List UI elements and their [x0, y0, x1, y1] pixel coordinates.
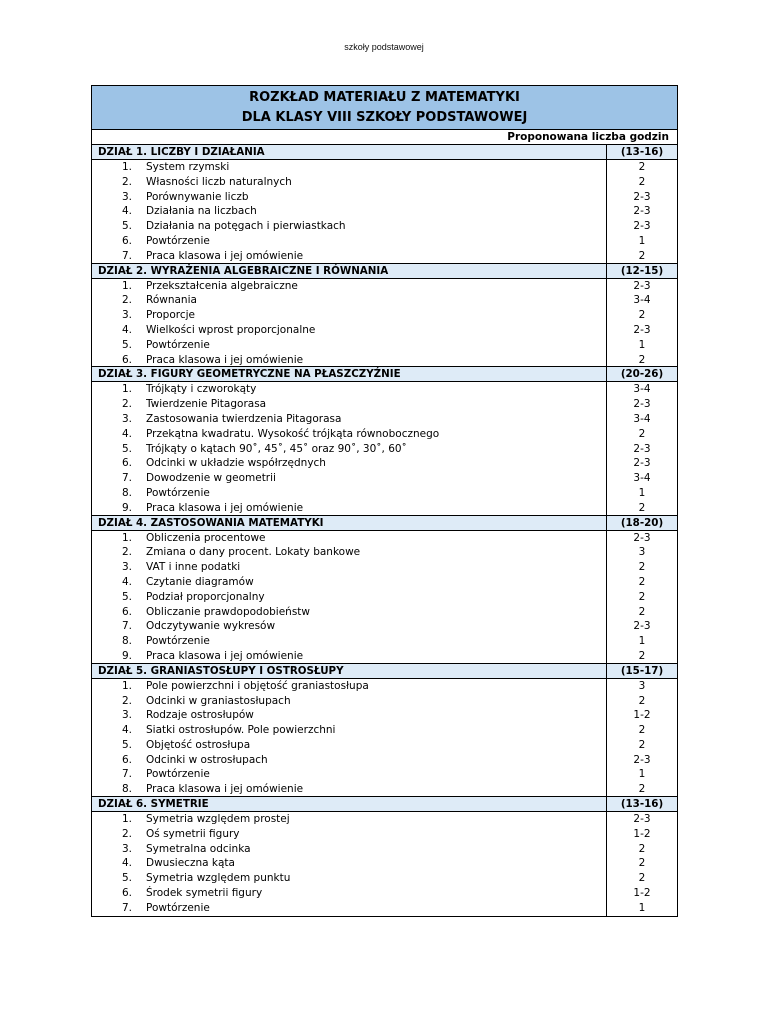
section-header-row	[92, 797, 677, 812]
item-topic: Rodzaje ostrosłupów	[146, 709, 254, 722]
item-hours: 2	[606, 871, 677, 886]
table-row	[92, 323, 677, 338]
item-hours: 3-4	[606, 293, 677, 308]
item-topic: Podział proporcjonalny	[146, 590, 265, 603]
section	[92, 367, 677, 515]
item-number: 4.	[121, 427, 132, 440]
item-topic: Środek symetrii figury	[146, 887, 263, 900]
item-number: 5.	[121, 738, 132, 751]
section-hours: (12-15)	[606, 264, 677, 278]
item-hours: 2-3	[606, 812, 677, 827]
table-row	[92, 308, 677, 323]
table-title	[92, 86, 677, 130]
table-row	[92, 204, 677, 219]
item-hours: 3	[606, 545, 677, 560]
item-number: 8.	[121, 486, 132, 499]
item-topic: Przekątna kwadratu. Wysokość trójkąta równobocznego	[146, 427, 440, 440]
item-topic: Działania na potęgach i pierwiastkach	[146, 220, 346, 233]
item-hours: 1-2	[606, 827, 677, 842]
table-row	[92, 501, 677, 516]
title-line-2: DLA KLASY VIII SZKOŁY PODSTAWOWEJ	[241, 109, 528, 125]
table-row	[92, 397, 677, 412]
item-number: 1.	[121, 279, 132, 292]
table-row	[92, 427, 677, 442]
section-header-row	[92, 516, 677, 531]
item-number: 2.	[121, 694, 132, 707]
table-row	[92, 412, 677, 427]
item-topic: Zmiana o dany procent. Lokaty bankowe	[146, 546, 361, 559]
table-row	[92, 456, 677, 471]
item-number: 1.	[121, 383, 132, 396]
item-number: 7.	[121, 901, 132, 914]
section-header-row	[92, 145, 677, 160]
item-topic: Twierdzenie Pitagorasa	[146, 398, 267, 411]
section-title: DZIAŁ 6. SYMETRIE	[98, 798, 209, 811]
section-title: DZIAŁ 3. FIGURY GEOMETRYCZNE NA PŁASZCZYŹNIE	[98, 368, 401, 381]
item-topic: Odcinki w graniastosłupach	[146, 694, 291, 707]
item-hours: 1	[606, 767, 677, 782]
item-hours: 2-3	[606, 219, 677, 234]
item-number: 2.	[121, 175, 132, 188]
table-row	[92, 767, 677, 782]
item-number: 5.	[121, 872, 132, 885]
item-hours: 2-3	[606, 456, 677, 471]
item-topic: Odczytywanie wykresów	[146, 620, 276, 633]
item-topic: Dwusieczna kąta	[146, 857, 235, 870]
item-topic: Praca klasowa i jej omówienie	[146, 249, 304, 262]
item-number: 6.	[121, 605, 132, 618]
item-hours: 2-3	[606, 619, 677, 634]
item-topic: Porównywanie liczb	[146, 190, 249, 203]
item-topic: Powtórzenie	[146, 234, 210, 247]
item-hours: 3-4	[606, 382, 677, 397]
item-topic: Zastosowania twierdzenia Pitagorasa	[146, 412, 342, 425]
item-topic: Siatki ostrosłupów. Pole powierzchni	[146, 724, 336, 737]
item-topic: Proporcje	[146, 309, 195, 322]
item-number: 6.	[121, 753, 132, 766]
table-row	[92, 545, 677, 560]
item-number: 1.	[121, 531, 132, 544]
section-title: DZIAŁ 4. ZASTOSOWANIA MATEMATYKI	[98, 516, 324, 529]
item-hours: 2	[606, 575, 677, 590]
item-hours: 2	[606, 605, 677, 620]
table-row	[92, 160, 677, 175]
table-row	[92, 338, 677, 353]
item-number: 4.	[121, 857, 132, 870]
item-number: 5.	[121, 338, 132, 351]
item-number: 2.	[121, 546, 132, 559]
item-hours: 2	[606, 590, 677, 605]
item-topic: System rzymski	[146, 161, 230, 173]
item-hours: 2	[606, 501, 677, 515]
item-topic: Powtórzenie	[146, 338, 210, 351]
item-number: 7.	[121, 249, 132, 262]
item-number: 7.	[121, 768, 132, 781]
item-hours: 2	[606, 649, 677, 663]
item-number: 2.	[121, 398, 132, 411]
table-row	[92, 901, 677, 916]
section-header-row	[92, 264, 677, 279]
item-topic: Powtórzenie	[146, 486, 210, 499]
item-number: 8.	[121, 635, 132, 648]
section	[92, 797, 677, 916]
table-row	[92, 782, 677, 797]
item-hours: 3-4	[606, 412, 677, 427]
table-row	[92, 605, 677, 620]
item-hours: 1	[606, 634, 677, 649]
item-number: 3.	[121, 561, 132, 574]
item-number: 7.	[121, 620, 132, 633]
item-hours: 2	[606, 560, 677, 575]
item-topic: Symetralna odcinka	[146, 842, 251, 855]
title-line-1: ROZKŁAD MATERIAŁU Z MATEMATYKI	[249, 89, 520, 105]
section-title: DZIAŁ 2. WYRAŻENIA ALGEBRAICZNE I RÓWNANIA	[98, 264, 389, 277]
item-hours: 1	[606, 338, 677, 353]
item-number: 1.	[121, 679, 132, 692]
item-hours: 2	[606, 723, 677, 738]
table-row	[92, 560, 677, 575]
item-topic: Powtórzenie	[146, 635, 210, 648]
item-topic: Przekształcenia algebraiczne	[146, 279, 298, 292]
table-row	[92, 842, 677, 857]
item-topic: Praca klasowa i jej omówienie	[146, 353, 304, 366]
section-hours: (13-16)	[606, 797, 677, 811]
item-number: 3.	[121, 842, 132, 855]
table-row	[92, 694, 677, 709]
item-topic: Oś symetrii figury	[146, 827, 240, 840]
table-row	[92, 738, 677, 753]
table-row	[92, 812, 677, 827]
item-number: 2.	[121, 827, 132, 840]
table-row	[92, 634, 677, 649]
item-hours: 2-3	[606, 397, 677, 412]
section	[92, 264, 677, 368]
item-hours: 1	[606, 901, 677, 916]
table-row	[92, 679, 677, 694]
sections-container	[92, 145, 677, 916]
item-topic: Objętość ostrosłupa	[146, 738, 251, 751]
item-hours: 2	[606, 782, 677, 796]
item-topic: Powtórzenie	[146, 901, 210, 914]
table-row	[92, 619, 677, 634]
section-hours: (15-17)	[606, 664, 677, 678]
section	[92, 145, 677, 264]
section-header-row	[92, 664, 677, 679]
table-row	[92, 886, 677, 901]
item-number: 8.	[121, 783, 132, 796]
item-hours: 2	[606, 856, 677, 871]
section-hours: (20-26)	[606, 367, 677, 381]
item-topic: Czytanie diagramów	[146, 575, 254, 588]
table-row	[92, 382, 677, 397]
item-topic: Odcinki w układzie współrzędnych	[146, 457, 326, 470]
item-hours: 2-3	[606, 442, 677, 457]
item-topic: Obliczenia procentowe	[146, 531, 266, 544]
item-topic: VAT i inne podatki	[146, 561, 241, 574]
section-hours: (13-16)	[606, 145, 677, 159]
item-hours: 3-4	[606, 471, 677, 486]
curriculum-table	[91, 85, 678, 917]
item-hours: 2	[606, 738, 677, 753]
item-number: 6.	[121, 234, 132, 247]
item-number: 4.	[121, 323, 132, 336]
item-topic: Dowodzenie w geometrii	[146, 472, 276, 485]
item-number: 7.	[121, 472, 132, 485]
item-number: 1.	[121, 813, 132, 826]
table-row	[92, 293, 677, 308]
item-number: 5.	[121, 590, 132, 603]
item-topic: Praca klasowa i jej omówienie	[146, 501, 304, 514]
item-number: 1.	[121, 161, 132, 173]
item-number: 6.	[121, 887, 132, 900]
table-row	[92, 175, 677, 190]
table-row	[92, 575, 677, 590]
section-header-row	[92, 367, 677, 382]
item-number: 3.	[121, 309, 132, 322]
item-hours: 2	[606, 175, 677, 190]
item-number: 4.	[121, 205, 132, 218]
section	[92, 664, 677, 797]
table-row	[92, 723, 677, 738]
item-number: 4.	[121, 724, 132, 737]
item-topic: Symetria względem prostej	[146, 813, 290, 826]
table-row	[92, 753, 677, 768]
table-row	[92, 486, 677, 501]
table-row	[92, 442, 677, 457]
item-topic: Odcinki w ostrosłupach	[146, 753, 268, 766]
table-row	[92, 353, 677, 368]
item-number: 5.	[121, 442, 132, 455]
item-number: 6.	[121, 457, 132, 470]
table-row	[92, 471, 677, 486]
item-number: 4.	[121, 575, 132, 588]
section-title: DZIAŁ 5. GRANIASTOSŁUPY I OSTROSŁUPY	[98, 664, 344, 677]
item-hours: 2-3	[606, 323, 677, 338]
table-row	[92, 190, 677, 205]
item-topic: Trójkąty o kątach 90˚, 45˚, 45˚ oraz 90˚, 30˚, 60˚	[146, 442, 407, 455]
item-hours: 2	[606, 694, 677, 709]
item-number: 2.	[121, 294, 132, 307]
item-hours: 2-3	[606, 190, 677, 205]
item-topic: Własności liczb naturalnych	[146, 175, 292, 188]
item-number: 3.	[121, 412, 132, 425]
item-number: 3.	[121, 709, 132, 722]
item-hours: 2	[606, 160, 677, 175]
item-hours: 2	[606, 249, 677, 263]
item-topic: Pole powierzchni i objętość graniastosłupa	[146, 679, 369, 692]
item-hours: 1	[606, 234, 677, 249]
item-topic: Trójkąty i czworokąty	[146, 383, 257, 396]
table-row	[92, 234, 677, 249]
item-hours: 2-3	[606, 279, 677, 294]
item-hours: 3	[606, 679, 677, 694]
item-number: 5.	[121, 220, 132, 233]
table-row	[92, 827, 677, 842]
item-hours: 2	[606, 353, 677, 367]
section-title: DZIAŁ 1. LICZBY I DZIAŁANIA	[98, 146, 265, 158]
item-hours: 2	[606, 308, 677, 323]
item-hours: 1-2	[606, 886, 677, 901]
item-number: 6.	[121, 353, 132, 366]
table-row	[92, 531, 677, 546]
table-row	[92, 856, 677, 871]
item-topic: Wielkości wprost proporcjonalne	[146, 323, 316, 336]
item-hours: 2	[606, 427, 677, 442]
table-row	[92, 219, 677, 234]
item-topic: Symetria względem punktu	[146, 872, 291, 885]
section-hours: (18-20)	[606, 516, 677, 530]
table-row	[92, 649, 677, 664]
item-topic: Powtórzenie	[146, 768, 210, 781]
item-hours: 1	[606, 486, 677, 501]
table-row	[92, 249, 677, 264]
table-row	[92, 708, 677, 723]
table-row	[92, 871, 677, 886]
item-topic: Obliczanie prawdopodobieństw	[146, 605, 310, 618]
item-number: 3.	[121, 190, 132, 203]
item-hours: 2	[606, 842, 677, 857]
item-topic: Równania	[146, 294, 197, 307]
item-number: 9.	[121, 649, 132, 662]
item-hours: 2-3	[606, 531, 677, 546]
item-hours: 2-3	[606, 204, 677, 219]
item-number: 9.	[121, 501, 132, 514]
item-hours: 2-3	[606, 753, 677, 768]
hours-column-header: Proponowana liczba godzin	[92, 130, 677, 145]
table-row	[92, 590, 677, 605]
section	[92, 516, 677, 664]
item-topic: Działania na liczbach	[146, 205, 257, 218]
item-topic: Praca klasowa i jej omówienie	[146, 649, 304, 662]
page-header: szkoły podstawowej	[344, 42, 424, 52]
table-row	[92, 279, 677, 294]
item-topic: Praca klasowa i jej omówienie	[146, 783, 304, 796]
item-hours: 1-2	[606, 708, 677, 723]
